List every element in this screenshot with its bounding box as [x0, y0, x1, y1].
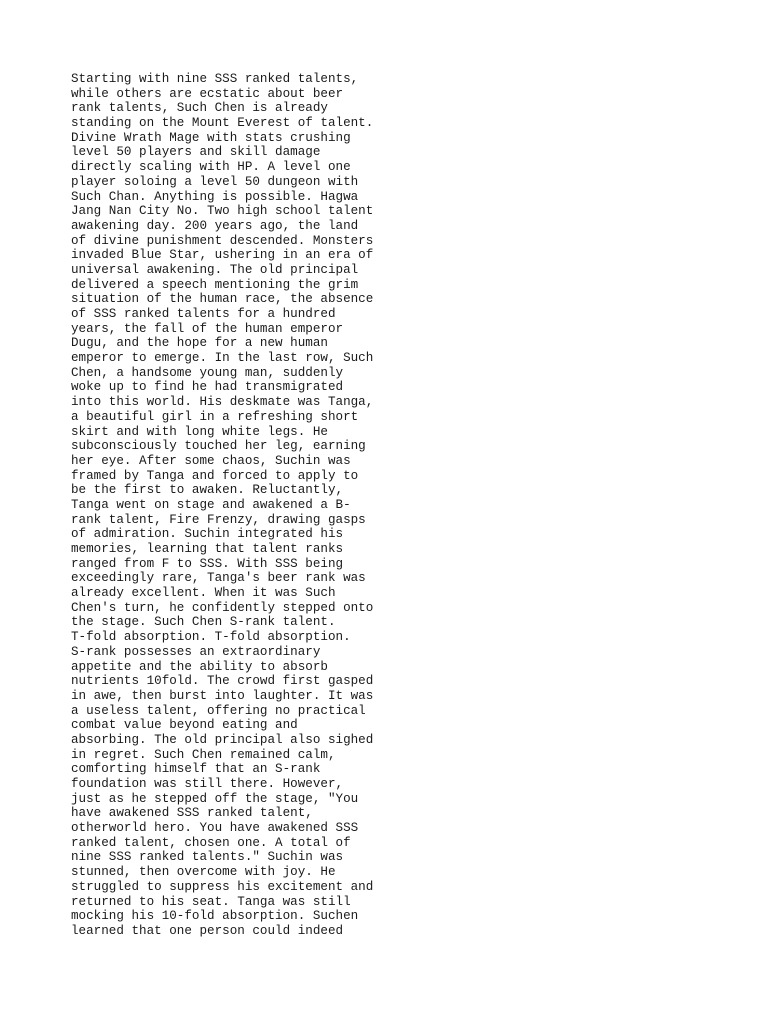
text-line: Starting with nine SSS ranked talents,: [71, 72, 359, 86]
text-line: subconsciously touched her leg, earning: [71, 439, 366, 454]
text-line: a useless talent, offering no practical: [71, 703, 366, 718]
text-line: Chen's turn, he confidently stepped onto: [71, 600, 374, 615]
text-line: while others are ecstatic about beer: [71, 86, 344, 101]
text-line: stunned, then overcome with joy. He: [71, 865, 336, 880]
text-line: framed by Tanga and forced to apply to: [71, 468, 359, 483]
text-line: nutrients 10fold. The crowd first gasped: [71, 674, 374, 689]
text-line: delivered a speech mentioning the grim: [71, 277, 359, 292]
text-line: S-rank possesses an extraordinary: [71, 644, 321, 659]
text-line: appetite and the ability to absorb: [71, 659, 328, 674]
text-line: exceedingly rare, Tanga's beer rank was: [71, 571, 366, 586]
text-line: Dugu, and the hope for a new human: [71, 336, 328, 351]
text-line: returned to his seat. Tanga was still: [71, 894, 351, 909]
text-line: a beautiful girl in a refreshing short: [71, 409, 359, 424]
text-line: standing on the Mount Everest of talent.: [71, 116, 374, 131]
text-line: ranked talent, chosen one. A total of: [71, 835, 351, 850]
text-line: Divine Wrath Mage with stats crushing: [71, 130, 351, 145]
text-line: ranged from F to SSS. With SSS being: [71, 556, 344, 571]
text-line: into this world. His deskmate was Tanga,: [71, 395, 374, 410]
text-line: situation of the human race, the absence: [71, 292, 374, 307]
text-line: directly scaling with HP. A level one: [71, 160, 351, 175]
text-line: have awakened SSS ranked talent,: [71, 806, 313, 821]
text-line: invaded Blue Star, ushering in an era of: [71, 248, 374, 263]
text-line: level 50 players and skill damage: [71, 145, 321, 160]
text-line: combat value beyond eating and: [71, 718, 298, 733]
text-line: universal awakening. The old principal: [71, 262, 359, 277]
text-line: learned that one person could indeed: [71, 923, 344, 938]
text-line: in regret. Such Chen remained calm,: [71, 747, 336, 762]
text-line: T-fold absorption. T-fold absorption.: [71, 630, 351, 645]
text-line: mocking his 10-fold absorption. Suchen: [71, 909, 359, 924]
text-line: already excellent. When it was Such: [71, 586, 336, 601]
text-line: rank talent, Fire Frenzy, drawing gasps: [71, 512, 366, 527]
text-line: years, the fall of the human emperor: [71, 321, 344, 336]
text-line: rank talents, Such Chen is already: [71, 101, 328, 116]
text-line: in awe, then burst into laughter. It was: [71, 688, 374, 703]
text-line: memories, learning that talent ranks: [71, 542, 344, 556]
text-line: of SSS ranked talents for a hundred: [71, 307, 336, 321]
text-line: otherworld hero. You have awakened SSS: [71, 821, 359, 836]
text-line: Chen, a handsome young man, suddenly: [71, 365, 344, 380]
text-line: her eye. After some chaos, Suchin was: [71, 453, 351, 468]
text-line: be the first to awaken. Reluctantly,: [71, 483, 344, 498]
text-line: foundation was still there. However,: [71, 777, 344, 791]
text-line: emperor to emerge. In the last row, Such: [71, 351, 374, 366]
text-line: absorbing. The old principal also sighed: [71, 732, 374, 747]
text-line: nine SSS ranked talents." Suchin was: [71, 850, 344, 865]
text-line: Such Chan. Anything is possible. Hagwa: [71, 189, 359, 204]
text-line: skirt and with long white legs. He: [71, 424, 328, 439]
text-line: of divine punishment descended. Monsters: [71, 233, 374, 248]
text-line: woke up to find he had transmigrated: [71, 380, 344, 395]
text-line: player soloing a level 50 dungeon with: [71, 174, 359, 189]
text-line: of admiration. Suchin integrated his: [71, 527, 344, 542]
text-line: awakening day. 200 years ago, the land: [71, 218, 359, 233]
body-text: [71, 72, 391, 939]
text-line: just as he stepped off the stage, "You: [71, 791, 359, 806]
text-line: Jang Nan City No. Two high school talent: [71, 204, 374, 219]
text-line: Tanga went on stage and awakened a B-: [71, 497, 351, 512]
text-line: the stage. Such Chen S-rank talent.: [71, 615, 336, 630]
text-line: comforting himself that an S-rank: [71, 762, 321, 777]
text-line: struggled to suppress his excitement and: [71, 879, 374, 894]
